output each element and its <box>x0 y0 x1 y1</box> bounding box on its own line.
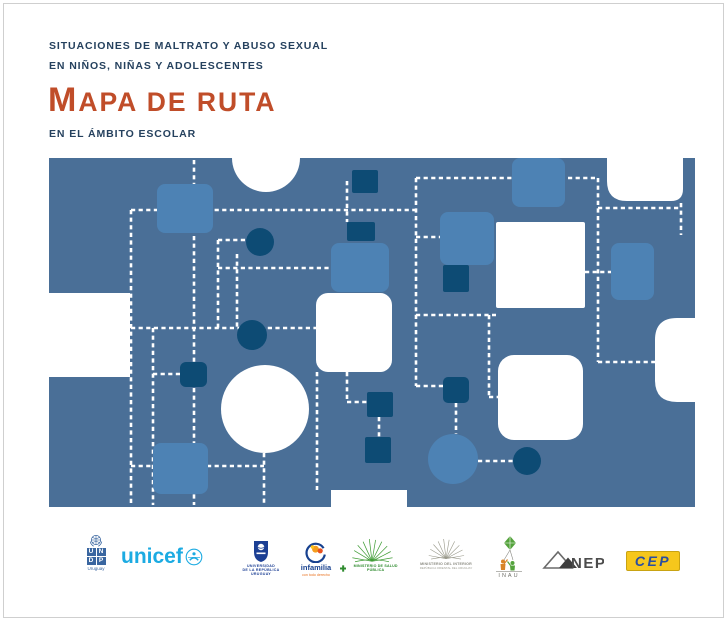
sun-tree-grey-icon <box>423 539 469 561</box>
infamilia-emblem-icon <box>305 542 327 563</box>
logo-inau <box>492 535 526 579</box>
interior-line-1: MINISTERIO DEL INTERIOR <box>420 562 472 566</box>
inau-label: INAU <box>498 572 520 579</box>
unicef-wordmark: unicef <box>121 545 183 568</box>
sun-tree-icon <box>346 539 398 564</box>
anep-letters: NEP <box>571 555 604 571</box>
interior-line-2: REPÚBLICA ORIENTAL DEL URUGUAY <box>419 566 473 570</box>
cep-letters: CEP <box>634 553 672 569</box>
undp-letter: U <box>87 548 96 556</box>
logo-cep <box>626 551 680 571</box>
infamilia-wordmark: infamilia <box>300 563 332 572</box>
msp-label-row <box>340 564 404 572</box>
logo-anep <box>542 549 604 576</box>
subtitle: EN EL ÁMBITO ESCOLAR <box>49 128 197 140</box>
page-title <box>48 83 277 124</box>
eyebrow-line-1: SITUACIONES DE MALTRATO Y ABUSO SEXUAL <box>49 40 329 52</box>
undp-letter: D <box>87 557 96 565</box>
anep-triangle-icon <box>542 549 604 571</box>
title-initial: M <box>48 81 79 119</box>
logo-udelar <box>242 540 280 576</box>
infamilia-tagline: con todo derecho <box>302 572 330 577</box>
undp-letter: N <box>97 548 106 556</box>
route-map-illustration <box>49 158 695 507</box>
unicef-emblem-icon <box>185 548 203 566</box>
logo-infamilia <box>298 542 334 577</box>
logo-ministerio-interior <box>416 539 476 570</box>
logo-unicef <box>121 545 203 569</box>
eyebrow-line-2: EN NIÑOS, NIÑAS Y ADOLESCENTES <box>49 60 264 72</box>
undp-letter: P <box>97 557 106 565</box>
udelar-line-1: UNIVERSIDAD <box>246 564 276 568</box>
logo-undp <box>86 534 106 571</box>
undp-country-label: Uruguay <box>87 566 105 571</box>
green-cross-icon <box>340 565 346 572</box>
udelar-line-3: URUGUAY <box>251 572 271 576</box>
logo-ministerio-salud <box>340 539 404 572</box>
un-emblem-icon <box>89 534 103 547</box>
inau-kite-figures-icon <box>494 535 524 572</box>
msp-label: MINISTERIO DE SALUD PÚBLICA <box>353 564 398 572</box>
udelar-line-2: DE LA REPÚBLICA <box>242 568 280 572</box>
title-rest: APA DE RUTA <box>78 87 277 117</box>
undp-letter-grid <box>87 548 106 565</box>
udelar-shield-icon <box>253 540 269 563</box>
